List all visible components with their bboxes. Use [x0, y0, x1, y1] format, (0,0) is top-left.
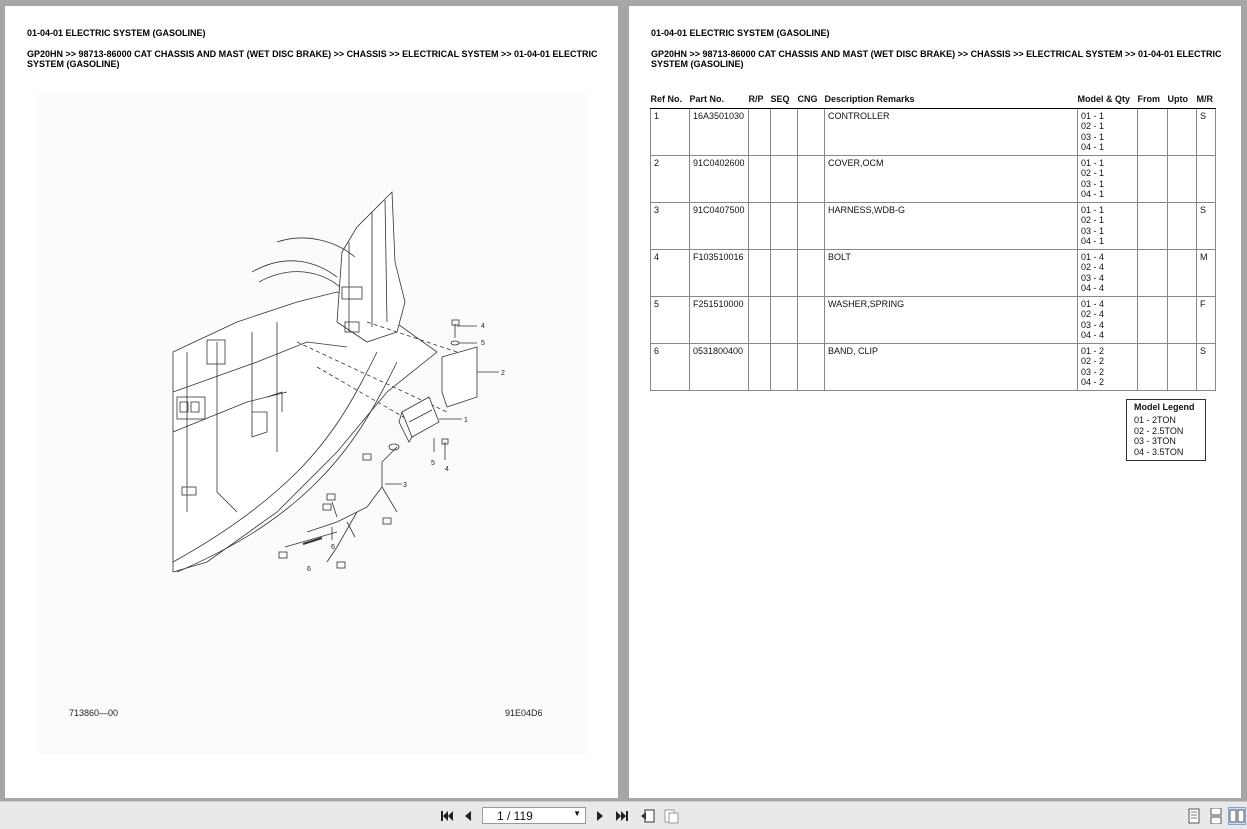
legend-item: 02 - 2.5TON [1134, 425, 1184, 436]
cell-mr: S [1197, 344, 1216, 391]
model-qty-line: 04 - 1 [1081, 142, 1105, 153]
model-legend [1126, 399, 1206, 461]
col-header: Ref No. [651, 93, 690, 109]
cell-desc: COVER,OCM [825, 156, 1078, 203]
model-qty-line: 04 - 1 [1081, 189, 1105, 200]
exploded-parts-diagram [37, 92, 588, 754]
cell-qty [1078, 156, 1138, 203]
cell-rp [749, 344, 771, 391]
viewer-toolbar [0, 801, 1247, 829]
figure-code-left: 713860—00 [69, 708, 119, 718]
model-qty-line: 04 - 2 [1081, 377, 1105, 388]
table-row [651, 250, 1216, 297]
cell-mr: F [1197, 297, 1216, 344]
cell-seq [771, 344, 798, 391]
legend-item: 01 - 2TON [1134, 415, 1176, 426]
single-page-view-icon[interactable] [1186, 808, 1202, 824]
table-row [651, 344, 1216, 391]
page-title: 01-04-01 ELECTRIC SYSTEM (GASOLINE) [651, 28, 830, 38]
cell-seq [771, 297, 798, 344]
cell-qty [1078, 297, 1138, 344]
cell-qty [1078, 203, 1138, 250]
cell-rp [749, 297, 771, 344]
cell-mr [1197, 156, 1216, 203]
model-qty-line: 02 - 1 [1081, 168, 1105, 179]
breadcrumb-path: GP20HN >> 98713-86000 CAT CHASSIS AND MAST (WET DISC BRAKE) >> CHASSIS >> ELECTRICAL SYSTEM >> 01-04-01 ELECTRIC SYSTEM (GASOLINE) [27, 49, 598, 69]
table-row [651, 203, 1216, 250]
continuous-view-icon[interactable] [1208, 808, 1224, 824]
page-title: 01-04-01 ELECTRIC SYSTEM (GASOLINE) [27, 28, 206, 38]
model-qty-line: 01 - 4 [1081, 299, 1105, 309]
table-row [651, 156, 1216, 203]
callout-4-top: 4 [481, 323, 485, 330]
model-qty-line: 01 - 1 [1081, 158, 1105, 168]
col-header: CNG [798, 93, 825, 109]
table-header-row [651, 93, 1216, 109]
model-qty-line: 04 - 4 [1081, 330, 1105, 341]
cell-ref: 6 [651, 344, 690, 391]
cell-from [1138, 203, 1168, 250]
cell-upto [1168, 344, 1197, 391]
diagram-drawing [37, 92, 588, 754]
cell-from [1138, 297, 1168, 344]
model-qty-line: 04 - 4 [1081, 283, 1105, 294]
table-row [651, 109, 1216, 156]
cell-qty [1078, 250, 1138, 297]
cell-qty [1078, 109, 1138, 156]
cell-desc: CONTROLLER [825, 109, 1078, 156]
callout-5-top: 5 [481, 340, 485, 347]
cell-cng [798, 109, 825, 156]
model-qty-line: 01 - 4 [1081, 252, 1105, 262]
model-qty-line: 04 - 1 [1081, 236, 1105, 247]
cell-upto [1168, 250, 1197, 297]
legend-item: 04 - 3.5TON [1134, 446, 1184, 457]
model-qty-line: 02 - 4 [1081, 309, 1105, 320]
model-qty-line: 01 - 1 [1081, 111, 1105, 121]
cell-cng [798, 297, 825, 344]
breadcrumb-path: GP20HN >> 98713-86000 CAT CHASSIS AND MAST (WET DISC BRAKE) >> CHASSIS >> ELECTRICAL SYSTEM >> 01-04-01 ELECTRIC SYSTEM (GASOLINE) [651, 49, 1222, 69]
cell-from [1138, 156, 1168, 203]
cell-seq [771, 203, 798, 250]
model-qty-line: 03 - 4 [1081, 272, 1105, 283]
cell-part: F103510016 [690, 250, 749, 297]
cell-rp [749, 203, 771, 250]
left-page [5, 6, 618, 798]
cell-mr: S [1197, 109, 1216, 156]
callout-2: 2 [501, 370, 505, 377]
cell-part: 91C0407500 [690, 203, 749, 250]
callout-5-bottom: 5 [431, 460, 435, 467]
model-qty-line: 03 - 2 [1081, 366, 1105, 377]
cell-part: 91C0402600 [690, 156, 749, 203]
model-qty-line: 01 - 2 [1081, 346, 1105, 356]
cell-ref: 1 [651, 109, 690, 156]
col-header: Description Remarks [825, 93, 1078, 109]
cell-desc: WASHER,SPRING [825, 297, 1078, 344]
cell-qty [1078, 344, 1138, 391]
legend-item: 03 - 3TON [1134, 436, 1176, 447]
model-qty-line: 03 - 1 [1081, 178, 1105, 189]
model-qty-line: 02 - 4 [1081, 262, 1105, 273]
two-page-view-icon[interactable] [1229, 808, 1245, 824]
first-page-icon[interactable] [439, 808, 455, 824]
page-number-select[interactable] [482, 807, 586, 824]
table-row [651, 297, 1216, 344]
col-header: Upto [1168, 93, 1197, 109]
cell-ref: 2 [651, 156, 690, 203]
col-header: Model & Qty [1078, 93, 1138, 109]
cell-mr: S [1197, 203, 1216, 250]
cell-upto [1168, 109, 1197, 156]
last-page-icon[interactable] [614, 808, 630, 824]
cell-from [1138, 109, 1168, 156]
model-qty-line: 03 - 4 [1081, 319, 1105, 330]
go-back-icon[interactable] [640, 808, 656, 824]
cell-ref: 5 [651, 297, 690, 344]
cell-seq [771, 250, 798, 297]
cell-rp [749, 250, 771, 297]
cell-ref: 3 [651, 203, 690, 250]
go-forward-icon[interactable] [663, 808, 679, 824]
model-qty-line: 02 - 1 [1081, 215, 1105, 226]
callout-6-right: 6 [331, 544, 335, 551]
chevron-down-icon: ▼ [573, 809, 581, 818]
callout-1: 1 [464, 417, 468, 424]
right-page [629, 6, 1241, 798]
model-qty-line: 03 - 1 [1081, 225, 1105, 236]
cell-seq [771, 109, 798, 156]
callout-3: 3 [403, 482, 407, 489]
callout-6-left: 6 [307, 566, 311, 573]
cell-from [1138, 250, 1168, 297]
cell-desc: BOLT [825, 250, 1078, 297]
cell-cng [798, 203, 825, 250]
cell-seq [771, 156, 798, 203]
cell-upto [1168, 297, 1197, 344]
model-qty-line: 02 - 2 [1081, 356, 1105, 367]
cell-ref: 4 [651, 250, 690, 297]
legend-title: Model Legend [1134, 402, 1195, 412]
next-page-icon[interactable] [592, 808, 608, 824]
cell-cng [798, 344, 825, 391]
cell-cng [798, 156, 825, 203]
model-qty-line: 02 - 1 [1081, 121, 1105, 132]
col-header: Part No. [690, 93, 749, 109]
col-header: SEQ [771, 93, 798, 109]
cell-part: 0531800400 [690, 344, 749, 391]
col-header: M/R [1197, 93, 1216, 109]
parts-table [650, 93, 1216, 391]
cell-part: 16A3501030 [690, 109, 749, 156]
cell-rp [749, 156, 771, 203]
cell-cng [798, 250, 825, 297]
cell-upto [1168, 203, 1197, 250]
page-indicator: 1 / 119 [497, 809, 533, 823]
cell-from [1138, 344, 1168, 391]
cell-part: F251510000 [690, 297, 749, 344]
cell-mr: M [1197, 250, 1216, 297]
col-header: From [1138, 93, 1168, 109]
model-qty-line: 03 - 1 [1081, 131, 1105, 142]
figure-code-right: 91E04D6 [505, 708, 543, 718]
model-qty-line: 01 - 1 [1081, 205, 1105, 215]
prev-page-icon[interactable] [460, 808, 476, 824]
cell-upto [1168, 156, 1197, 203]
callout-4-bottom: 4 [445, 466, 449, 473]
cell-rp [749, 109, 771, 156]
col-header: R/P [749, 93, 771, 109]
cell-desc: HARNESS,WDB-G [825, 203, 1078, 250]
cell-desc: BAND, CLIP [825, 344, 1078, 391]
